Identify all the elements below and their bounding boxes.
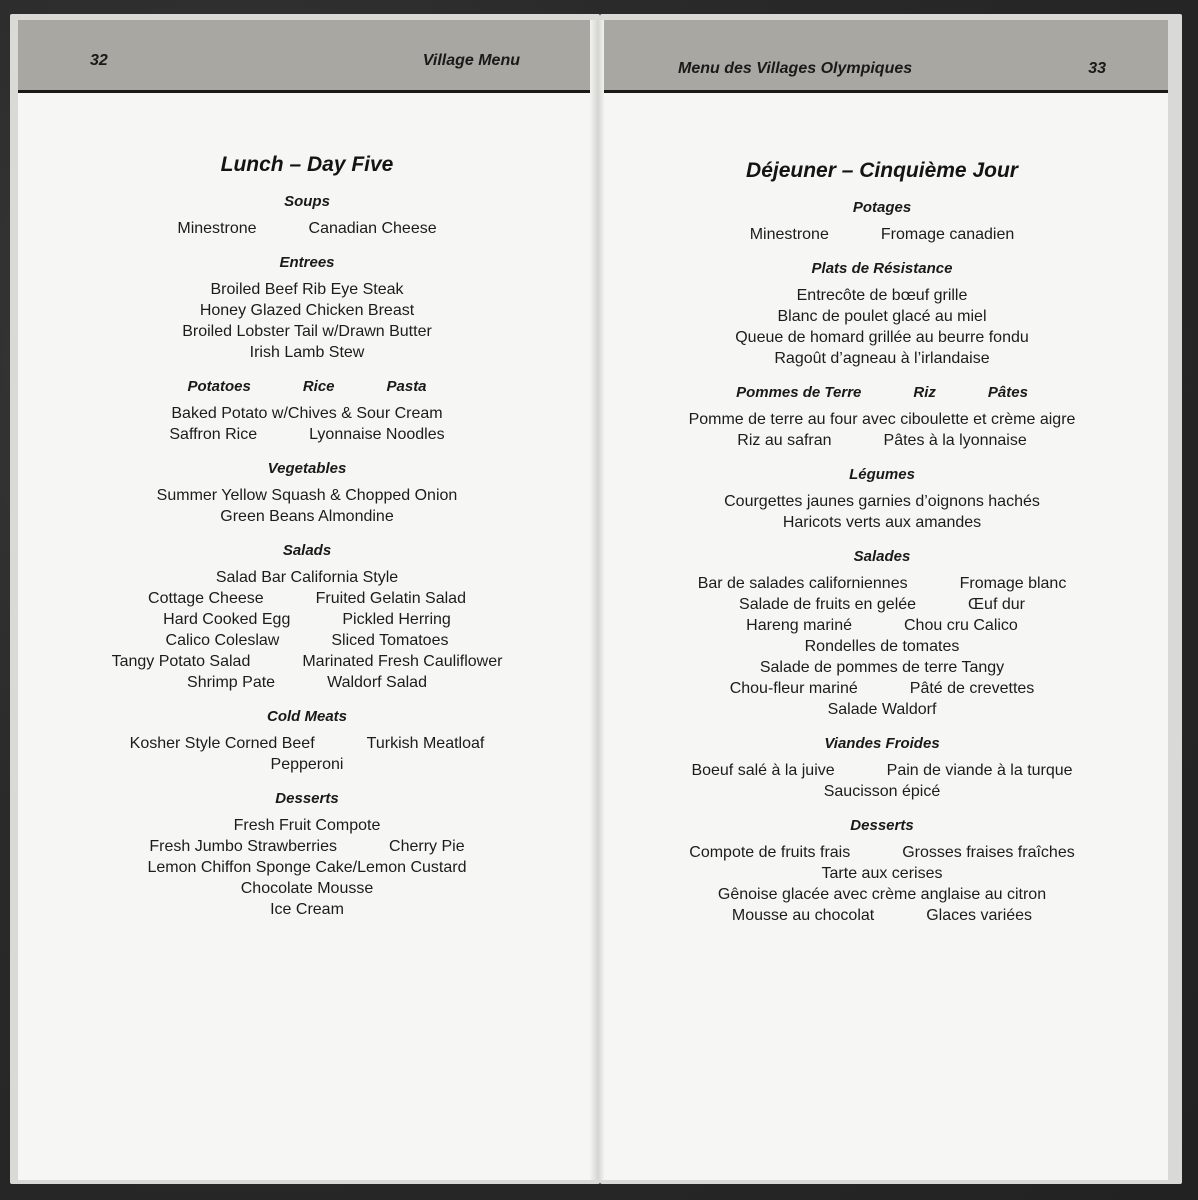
menu-item: Fresh Fruit Compote [233, 817, 381, 834]
running-head: Village Menu [422, 52, 520, 69]
section-heading-cold-meats: Viandes Froides [824, 735, 940, 752]
menu-item: Pepperoni [270, 756, 344, 773]
section-heading-soups: Potages [852, 199, 912, 216]
menu-item: Baked Potato w/Chives & Sour Cream [171, 405, 443, 422]
section-heading-salads: Salades [853, 548, 911, 565]
menu-row [596, 224, 1168, 245]
menu-row [596, 430, 1168, 451]
menu-item: Pâtes à la lyonnaise [883, 432, 1027, 449]
menu-item: Tangy Potato Salad [111, 653, 251, 670]
right-page [596, 20, 1168, 1180]
menu-item: Boeuf salé à la juive [691, 762, 835, 779]
menu-item: Pâté de crevettes [909, 680, 1035, 697]
section-heading-salads: Salads [282, 542, 332, 559]
section-heading-soups: Soups [284, 193, 330, 210]
menu-item: Waldorf Salad [327, 674, 427, 691]
menu-item: Fromage blanc [959, 575, 1067, 592]
menu-item: Fromage canadien [880, 226, 1015, 243]
menu-item: Canadian Cheese [308, 220, 437, 237]
page-number: 32 [90, 52, 108, 69]
section-heading-starches [596, 384, 1168, 402]
menu-item: Gênoise glacée avec crème anglaise au citron [717, 886, 1047, 903]
section-heading-starches [18, 378, 596, 396]
menu-item: Minestrone [749, 226, 829, 243]
header-rule [596, 90, 1168, 93]
section-heading-rice: Rice [302, 378, 335, 395]
menu-row [18, 218, 596, 239]
menu-row [18, 733, 596, 754]
menu-item: Tarte aux cerises [821, 865, 943, 882]
section-heading-entrees: Plats de Résistance [811, 260, 953, 277]
menu-row [596, 760, 1168, 781]
section-heading-vegetables: Légumes [849, 466, 915, 483]
menu-item: Rondelles de tomates [804, 638, 960, 655]
menu-item: Œuf dur [968, 596, 1025, 613]
menu-title: Déjeuner – Cinquième Jour [746, 159, 1018, 182]
menu-item: Shrimp Pate [187, 674, 276, 691]
running-head: Menu des Villages Olympiques [678, 60, 913, 77]
menu-row [18, 630, 596, 651]
menu-row [596, 842, 1168, 863]
menu-item: Kosher Style Corned Beef [129, 735, 315, 752]
menu-item: Chou-fleur mariné [729, 680, 858, 697]
left-page [18, 20, 596, 1180]
menu-item: Cottage Cheese [148, 590, 264, 607]
header-band [596, 20, 1168, 90]
menu-item: Queue de homard grillée au beurre fondu [735, 329, 1029, 346]
menu-item: Ice Cream [270, 901, 344, 918]
menu-item: Ragoût d’agneau à l’irlandaise [774, 350, 990, 367]
menu-item: Glaces variées [926, 907, 1033, 924]
menu-item: Salade de fruits en gelée [739, 596, 917, 613]
menu-row [596, 594, 1168, 615]
menu-row [596, 678, 1168, 699]
menu-item: Summer Yellow Squash & Chopped Onion [156, 487, 458, 504]
section-heading-pasta: Pasta [386, 378, 427, 395]
menu-row [18, 672, 596, 693]
menu-item: Blanc de poulet glacé au miel [777, 308, 987, 325]
section-heading-desserts: Desserts [275, 790, 339, 807]
menu-item: Lyonnaise Noodles [309, 426, 445, 443]
menu-row [596, 905, 1168, 926]
menu-item: Salade de pommes de terre Tangy [759, 659, 1005, 676]
menu-row [18, 836, 596, 857]
section-heading-desserts: Desserts [850, 817, 914, 834]
menu-item: Minestrone [177, 220, 257, 237]
book-spine [590, 20, 604, 1180]
menu-item: Grosses fraises fraîches [902, 844, 1075, 861]
section-heading-potatoes: Pommes de Terre [736, 384, 862, 401]
menu-item: Marinated Fresh Cauliflower [302, 653, 503, 670]
menu-item: Fresh Jumbo Strawberries [149, 838, 338, 855]
menu-item: Courgettes jaunes garnies d’oignons hachés [724, 493, 1040, 510]
menu-item: Saffron Rice [169, 426, 258, 443]
menu-item: Haricots verts aux amandes [782, 514, 982, 531]
menu-item: Fruited Gelatin Salad [315, 590, 466, 607]
menu-item: Irish Lamb Stew [249, 344, 365, 361]
menu-item: Saucisson épicé [823, 783, 941, 800]
menu-item: Sliced Tomatoes [331, 632, 449, 649]
menu-row [18, 609, 596, 630]
section-heading-cold-meats: Cold Meats [266, 708, 347, 725]
menu-row [18, 424, 596, 445]
section-heading-rice: Riz [913, 384, 936, 401]
menu-item: Broiled Beef Rib Eye Steak [210, 281, 404, 298]
page-number: 33 [1088, 60, 1106, 77]
menu-item: Chocolate Mousse [240, 880, 374, 897]
section-heading-vegetables: Vegetables [267, 460, 347, 477]
menu-item: Lemon Chiffon Sponge Cake/Lemon Custard [147, 859, 467, 876]
menu-item: Compote de fruits frais [689, 844, 851, 861]
menu-item: Hard Cooked Egg [163, 611, 291, 628]
menu-item: Bar de salades californiennes [697, 575, 908, 592]
menu-item: Calico Coleslaw [165, 632, 280, 649]
menu-item: Salad Bar California Style [215, 569, 399, 586]
menu-content [596, 158, 1168, 926]
section-heading-entrees: Entrees [279, 254, 335, 271]
menu-item: Honey Glazed Chicken Breast [199, 302, 415, 319]
menu-item: Broiled Lobster Tail w/Drawn Butter [182, 323, 432, 340]
menu-title: Lunch – Day Five [220, 153, 394, 176]
menu-item: Pomme de terre au four avec ciboulette et crème aigre [688, 411, 1076, 428]
menu-item: Chou cru Calico [904, 617, 1018, 634]
menu-item: Salade Waldorf [827, 701, 937, 718]
header-rule [18, 90, 596, 93]
menu-row [18, 588, 596, 609]
section-heading-potatoes: Potatoes [187, 378, 251, 395]
section-heading-pasta: Pâtes [987, 384, 1028, 401]
menu-item: Green Beans Almondine [220, 508, 394, 525]
menu-item: Hareng mariné [746, 617, 852, 634]
menu-item: Pickled Herring [342, 611, 451, 628]
menu-item: Cherry Pie [389, 838, 465, 855]
menu-row [596, 615, 1168, 636]
menu-row [596, 573, 1168, 594]
menu-item: Entrecôte de bœuf grille [796, 287, 968, 304]
menu-item: Mousse au chocolat [731, 907, 875, 924]
menu-item: Riz au safran [737, 432, 832, 449]
menu-row [18, 651, 596, 672]
menu-content [18, 152, 596, 920]
menu-item: Pain de viande à la turque [886, 762, 1073, 779]
menu-item: Turkish Meatloaf [366, 735, 485, 752]
